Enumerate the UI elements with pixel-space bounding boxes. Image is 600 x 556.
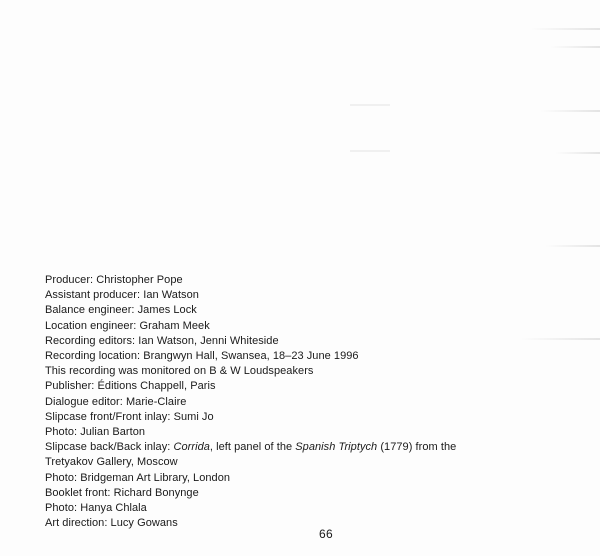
bleed-through-mark (530, 28, 600, 30)
credit-recording-location: Recording location: Brangwyn Hall, Swansea, 18–23 June 1996 (45, 350, 359, 363)
credit-booklet-front: Booklet front: Richard Bonynge (45, 486, 199, 499)
credit-art-direction: Art direction: Lucy Gowans (45, 517, 178, 530)
page-number: 66 (319, 527, 333, 541)
credit-photo-front: Photo: Julian Barton (45, 426, 146, 439)
credit-photo-booklet: Photo: Hanya Chlala (45, 502, 147, 515)
credit-location-engineer: Location engineer: Graham Meek (45, 319, 210, 332)
bleed-through-mark (350, 150, 390, 152)
bleed-through-mark (555, 152, 600, 154)
credit-slipcase-back (45, 440, 585, 455)
credit-slipcase-back-continuation: Tretyakov Gallery, Moscow (45, 456, 178, 469)
credit-balance-engineer: Balance engineer: James Lock (45, 304, 197, 317)
credit-slipcase-back-suffix: (1779) from the (377, 441, 457, 454)
credit-slipcase-back-middle: , left panel of the (209, 441, 296, 454)
bleed-through-mark (550, 46, 600, 48)
bleed-through-mark (350, 104, 390, 106)
credit-assistant-producer: Assistant producer: Ian Watson (45, 289, 199, 302)
credit-monitoring-note: This recording was monitored on B & W Loudspeakers (45, 365, 314, 378)
artwork-title: Corrida (173, 441, 210, 454)
credit-dialogue-editor: Dialogue editor: Marie-Claire (45, 395, 187, 408)
credit-slipcase-front: Slipcase front/Front inlay: Sumi Jo (45, 410, 214, 423)
credit-slipcase-back-prefix: Slipcase back/Back inlay: (45, 441, 174, 454)
credit-photo-back: Photo: Bridgeman Art Library, London (45, 471, 231, 484)
production-credits-list (45, 273, 585, 531)
credit-producer: Producer: Christopher Pope (45, 274, 183, 286)
artwork-series-title: Spanish Triptych (295, 441, 378, 454)
credit-recording-editors: Recording editors: Ian Watson, Jenni Whiteside (45, 334, 279, 347)
credit-publisher: Publisher: Éditions Chappell, Paris (45, 380, 216, 393)
bleed-through-mark (540, 110, 600, 112)
bleed-through-mark (545, 245, 600, 247)
